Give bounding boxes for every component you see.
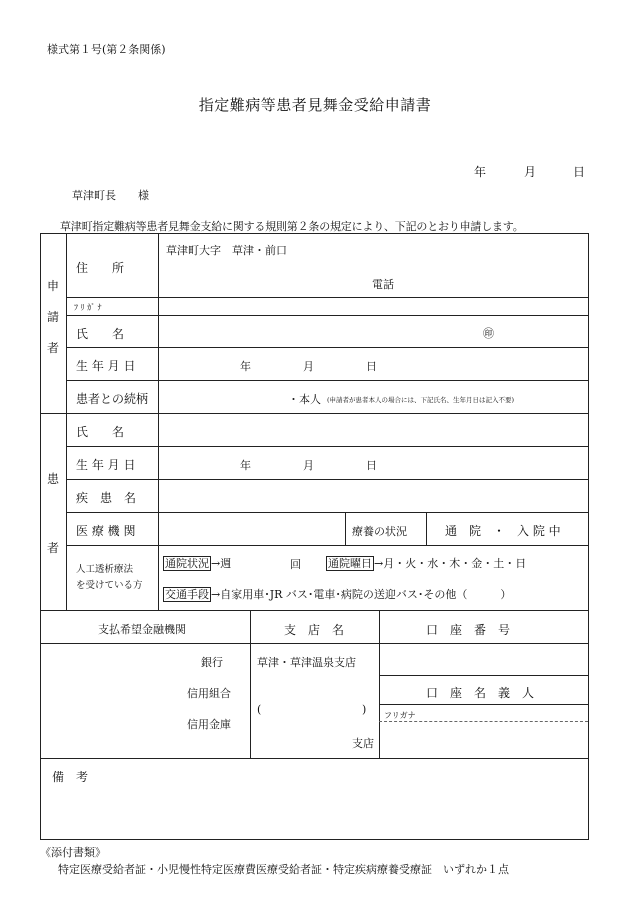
patient-disease-label: 疾 患 名 [76,491,137,505]
document-title: 指定難病等患者見舞金受給申請書 [198,96,432,114]
form-number: 様式第１号(第２条関係) [47,43,166,56]
applicant-name-label: 氏 名 [76,327,125,341]
bank-branch-header: 支 店 名 [284,623,345,637]
applicant-dob-year[interactable]: 年 [240,360,251,373]
branch-paren-open: ( [257,703,262,716]
date-month[interactable]: 月 [524,165,537,179]
visit-count-unit: 回 [290,558,301,571]
date-day[interactable]: 日 [573,165,586,179]
visit-status-label: 通院状況 [165,557,209,570]
patient-dob-label: 生 年 月 日 [76,458,136,472]
bank-type-shinkin[interactable]: 信用金庫 [187,718,231,731]
addressee: 草津町長 様 [72,189,149,202]
patient-section-char-1: 患 [47,472,60,486]
date-year[interactable]: 年 [474,165,487,179]
applicant-dob-label: 生 年 月 日 [76,359,136,373]
transport-label: 交通手段 [165,588,209,601]
dialysis-label-line2: を受けている方 [76,580,143,591]
applicant-section-char-3: 者 [47,341,60,355]
visit-day-label: 通院曜日 [328,557,372,570]
account-number-header: 口 座 番 号 [426,623,511,637]
patient-dob-year[interactable]: 年 [240,459,251,472]
patient-dob-month[interactable]: 月 [303,459,314,472]
applicant-address-value[interactable]: 草津町大字 草津・前口 [166,244,287,257]
bank-institution-header: 支払希望金融機関 [98,623,186,636]
patient-dob-day[interactable]: 日 [366,459,377,472]
visit-status-row [163,555,231,571]
applicant-dob-month[interactable]: 月 [303,360,314,373]
applicant-relation-value[interactable]: ・本人 [288,393,321,406]
visit-per-week[interactable]: →週 [211,557,232,570]
transport-options[interactable]: →自家用車･JR バス･電車･病院の送迎バス･その他（ ） [211,588,512,601]
account-holder-furigana: フリガナ [384,711,416,720]
applicant-relation-note: (申請者が患者本人の場合には、下記氏名、生年月日は記入不要) [327,396,515,404]
transport-row [163,586,511,602]
patient-name-label: 氏 名 [76,425,125,439]
applicant-furigana-label: ﾌ ﾘ ｶﾞ ﾅ [74,303,102,312]
branch-suffix: 支店 [352,737,374,750]
bank-type-bank[interactable]: 銀行 [201,656,223,669]
applicant-dob-day[interactable]: 日 [366,360,377,373]
applicant-address-label: 住 所 [76,261,125,275]
care-status-label: 療養の状況 [352,525,407,538]
attachments-value: 特定医療受給者証・小児慢性特定医療費医療受給者証・特定疾病療養受療証 いずれか１点 [58,863,509,876]
care-status-value[interactable]: 通 院 ・ 入 院 中 [445,524,561,538]
patient-institution-label: 医 療 機 関 [76,524,136,538]
account-holder-header: 口 座 名 義 人 [426,686,535,700]
applicant-section-char-2: 請 [47,310,60,324]
applicant-section-char-1: 申 [47,279,60,293]
branch-paren-close: ) [362,703,367,716]
bank-type-credit-union[interactable]: 信用組合 [187,687,231,700]
branch-value[interactable]: 草津・草津温泉支店 [257,656,356,669]
attachments-label: 《添付書類》 [40,846,106,859]
intro-text: 草津町指定難病等患者見舞金支給に関する規則第２条の規定により、下記のとおり申請します。 [60,220,524,233]
patient-section-char-2: 者 [47,541,60,555]
dialysis-label-line1: 人工透析療法 [76,564,134,575]
visit-days-options[interactable]: →月・火・水・木・金・土・日 [374,557,527,570]
visit-day-row [326,555,526,571]
applicant-relation-label: 患者との続柄 [76,392,149,406]
remarks-label: 備 考 [52,770,89,784]
seal-mark: ㊞ [483,327,494,340]
applicant-phone-label: 電話 [372,278,394,291]
